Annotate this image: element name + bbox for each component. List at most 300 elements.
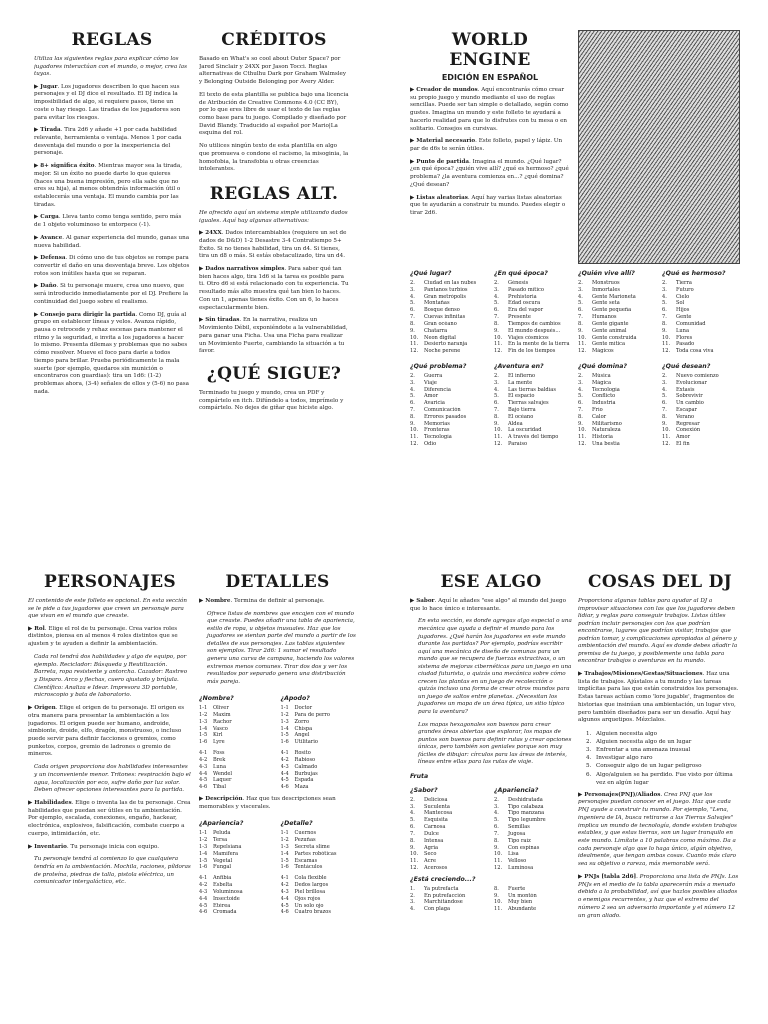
row-number: 1-3	[280, 718, 289, 725]
table-row	[199, 889, 275, 896]
row-value: Acre	[424, 858, 436, 865]
row-number: 4-5	[199, 777, 208, 784]
row-value: Pasado	[676, 341, 695, 348]
row-number: 9.	[410, 844, 415, 851]
trabajos-text: . Haz una lista de trabajos. Ajústalos a tu mundo y las tareas implícitas para las que están construidos los personajes. Estas tareas actúan como 'lore jugable', fragmentos de historias que insinúan una ambientación, un lugar vivo, pero también diseñados para ser un desafío. Aquí hay algunos arquetipos. Mézclalos.	[578, 670, 739, 724]
row-value: Errores pasados	[424, 413, 467, 420]
detalles-intro: Ofrece listas de nombres que encajen con el mundo que creaste. Puedes añadir una tabla de apariencia, estilo de ropa, u objetos inusuales. Haz que los jugadores se sientan parte del mundo a partir de los detalles de sus personajes. Las tablas siguientes son ejemplos. Tirar 2d6: 1 sumar el resultado genera una curva de campana, haciendo los valores extremos menos comunes. Tirar dos dos y ver los resultados por separado genera una distribución más pareja.	[207, 610, 356, 685]
table-row	[281, 719, 357, 726]
row-number: 2.	[662, 372, 667, 379]
table-row	[494, 341, 572, 348]
row-value: Carnosa	[424, 824, 446, 831]
table-row	[494, 373, 572, 380]
rule-item	[410, 195, 570, 218]
ese-algo-title: ESE ALGO	[440, 572, 542, 592]
rule-text: . Imagina el mundo. ¿Qué lugar? ¿en qué época? ¿quién vive allí? ¿qué es hermoso? ¿qué problema? ¿la aventura comienza en...? ¿qué domina? ¿Qué desean?	[410, 158, 569, 188]
row-value: Un cambio	[676, 400, 704, 407]
row-value: Gente gigante	[592, 320, 629, 327]
row-value: Cromada	[213, 909, 237, 916]
table-row	[281, 844, 357, 851]
row-value: Chispa	[294, 725, 313, 732]
cosas-dj-title: COSAS DEL DJ	[588, 572, 732, 592]
table-row	[410, 906, 488, 913]
row-value: Aldea	[508, 420, 523, 427]
table-row	[199, 830, 275, 837]
row-number: 1-5	[280, 732, 289, 739]
table-row	[410, 300, 488, 307]
row-value: Foss	[213, 750, 225, 757]
table-row	[410, 865, 488, 872]
fruta-table	[410, 783, 488, 872]
rule-text: . Elige o inventa las de tu personaje. Crea habilidades que puedan ser útiles en tu ambientación. Por ejemplo, escalada, conexiones, engaño, hackear, electrónica, explosivos, falsificación, combate cuerpo a cuerpo, intimidación, etc.	[28, 800, 191, 837]
row-value: Un montón	[508, 892, 537, 899]
row-number: 4-5	[280, 902, 289, 909]
table-row	[410, 373, 488, 380]
row-number: 8.	[494, 885, 499, 892]
rule-term: Origen	[34, 705, 56, 712]
row-number: 1-2	[280, 837, 289, 844]
row-number: 5.	[578, 393, 583, 400]
row-value: En la mente de la tierra	[508, 341, 570, 348]
row-number: 3.	[578, 286, 583, 293]
row-number: 1-2	[280, 712, 289, 718]
row-value: Tipo raíz	[508, 837, 531, 844]
table-row	[662, 328, 740, 335]
bullet-marker: ▶	[34, 234, 41, 241]
table-row	[662, 280, 740, 287]
row-number: 1-4	[280, 725, 289, 732]
table-header: ¿Qué desean?	[662, 362, 711, 370]
row-number: 7.	[578, 314, 583, 321]
ese-algo-sabor: ▶ Sabor. Aquí le añades "ese algo" al mundo del juego que lo hace único e interesante.	[410, 598, 567, 612]
row-value: Brek	[213, 756, 226, 763]
rule-item	[34, 127, 190, 158]
row-number: 1-1	[280, 830, 289, 837]
bullet-marker: ▶	[34, 127, 41, 134]
table-row	[410, 341, 488, 348]
row-value: Toda cosa viva	[676, 348, 714, 355]
table-row	[578, 387, 656, 394]
row-number: 2.	[662, 280, 667, 286]
row-value: Cielo	[676, 293, 690, 300]
row-value: Escamas	[294, 857, 318, 864]
row-number: 2.	[494, 280, 499, 286]
rule-text: . Elige el origen de tu personaje. El origen es otra manera para presentar la ambientación a los jugadores. El origen puede ser humano, androide, simbionte, droide, elfo, dragón, monstruoso, o incluso puede servir para definir facciones o gremios, como punketos, corpos, gremio de ladrones o gremio de mineros.	[28, 705, 185, 758]
row-value: Viajes cósmicos	[508, 334, 549, 341]
row-value: Neon digital	[424, 334, 456, 341]
table-row	[199, 739, 275, 746]
row-value: Viaje	[424, 379, 437, 386]
row-value: Gente	[676, 314, 692, 321]
detalles-nombre-text: . Termina de definir al personaje.	[230, 598, 325, 604]
table-row	[662, 373, 740, 380]
row-value: Peluda	[213, 830, 231, 837]
table-row	[410, 804, 488, 811]
row-number: 12.	[494, 348, 503, 355]
row-value: Tecnología	[424, 434, 452, 441]
table-row	[494, 797, 572, 804]
table-row	[578, 294, 656, 301]
row-number: 5.	[410, 393, 415, 400]
row-number: 10.	[494, 899, 503, 906]
rule-item	[410, 87, 570, 133]
list-text: Conseguir algo de un lugar peligroso	[596, 763, 702, 770]
list-item	[586, 730, 742, 738]
row-number: 2.	[410, 280, 415, 286]
row-number: 7.	[494, 830, 499, 837]
table-row	[410, 393, 488, 400]
row-number: 4-1	[199, 750, 208, 757]
row-number: 10.	[410, 334, 419, 341]
row-value: Con espinas	[508, 844, 540, 851]
row-number: 12.	[410, 864, 419, 871]
row-number: 6.	[578, 400, 583, 407]
row-value: Cuevas infinitas	[424, 314, 466, 321]
row-number: 3.	[410, 899, 415, 906]
row-value: Anfibia	[213, 875, 232, 882]
row-number: 10.	[494, 851, 503, 858]
row-number: 5.	[578, 300, 583, 307]
engraving-illustration	[578, 30, 740, 264]
table-row	[494, 851, 572, 858]
row-value: Seco	[424, 851, 437, 858]
table-row	[494, 393, 572, 400]
row-value: Mágicos	[592, 348, 614, 355]
row-number: 4-2	[199, 756, 208, 763]
table-row	[199, 726, 275, 733]
row-value: Pezuñas	[294, 837, 316, 844]
ese-algo-p1: En esta sección, es donde agregas algo especial o una mecánica que ayuda a definir el mundo para los jugadores. ¿Qué harán los jugadores en este mundo durante las partidas? Por ejemplo, podrías escribir aquí una mecánica de diseño de comunas para un mundo que se recupera de fuerzas extractivas, o un sistema de mejoras cibernéticas para un juego en una ciudad futurista, o quizás una mecánica sobre cómo crecen las plantas en un juego de recolección o quizás incluso una forma de crear otros mundos para un juego de saltos entre planetas. ¿Necesitan los jugadores un mapa de un área típica, un sitio típico para la aventura?	[418, 618, 572, 715]
row-number: 6.	[410, 824, 415, 831]
table-row	[494, 810, 572, 817]
reglas-alt-intro: He ofrecido aquí un sistema simple utilizando dados iguales. Aquí hay algunas alternativas:	[199, 210, 348, 224]
row-value: Monstruos	[592, 280, 620, 286]
rule-item	[34, 856, 192, 887]
table-row	[494, 865, 572, 872]
table-row	[410, 280, 488, 287]
row-value: Acerosos	[424, 864, 448, 871]
list-number: 5.	[586, 763, 592, 770]
row-number: 10.	[662, 427, 671, 434]
table-group	[410, 266, 740, 355]
row-number: 9.	[410, 420, 415, 427]
row-value: Gente Marioneta	[592, 293, 636, 300]
cosas-dj-trabajos: ▶ Trabajos/Misiones/Gestas/Situaciones. Haz una lista de trabajos. Ajústalos a tu mundo y las tareas implícitas para las que están construidos los personajes. Estas tareas actúan como 'lore jugable', fragmentos de historias que insinúan una ambientación, un lugar vivo, pero también diseñados para ser un desafío. Aquí hay algunos arquetipos. Mézclalos.	[578, 670, 739, 724]
rule-item	[410, 159, 570, 190]
row-value: El océano	[508, 413, 534, 420]
creditos-p2: El texto de esta plantilla se publica bajo una licencia de Atribución de Creative Commons 4.0 (CC BY), por lo que eres libre de usar el texto de las reglas como base para tu juego. Compilado y diseñado por David Blandy. Traducido al español por Mario|La esquina del rol.	[199, 91, 349, 137]
row-value: A través del tiempo	[508, 434, 559, 441]
row-number: 6.	[494, 400, 499, 407]
row-number: 9.	[578, 420, 583, 427]
row-number: 1-2	[199, 712, 208, 718]
row-value: Partes robóticas	[294, 850, 337, 857]
table-row	[578, 341, 656, 348]
table-row	[281, 739, 357, 746]
table-row	[494, 434, 572, 441]
random-table	[662, 359, 740, 448]
row-number: 2.	[410, 372, 415, 379]
table-header: ¿Detalle?	[280, 820, 313, 828]
bullet-marker: ▶	[199, 266, 206, 273]
table-row	[662, 321, 740, 328]
table-row	[494, 321, 572, 328]
table-row	[494, 387, 572, 394]
table-row	[281, 896, 357, 903]
rule-item	[34, 235, 190, 250]
rule-term: Listas aleatorias	[416, 194, 468, 201]
table-header: ¿Apodo?	[280, 695, 310, 703]
row-number: 11.	[494, 341, 503, 348]
table-row	[281, 875, 357, 882]
table-row	[578, 373, 656, 380]
row-number: 2.	[410, 796, 415, 803]
row-number: 4-4	[280, 895, 289, 902]
table-row	[281, 882, 357, 889]
table-row	[578, 348, 656, 355]
table-row	[662, 387, 740, 394]
row-number: 1-3	[199, 844, 208, 850]
row-value: Era del vapor	[508, 307, 544, 314]
row-value: Inmortales	[592, 286, 620, 293]
row-number: 4.	[662, 386, 667, 393]
rule-text: . Tu personaje inicia con equipo.	[66, 843, 160, 850]
row-number: 9.	[494, 327, 499, 334]
row-number: 5.	[410, 817, 415, 824]
row-value: Esquisita	[424, 817, 448, 824]
table-row	[410, 427, 488, 434]
list-number: 3.	[586, 747, 592, 754]
table-row	[199, 909, 275, 916]
list-number: 1.	[586, 730, 592, 737]
table-row	[410, 348, 488, 355]
row-number: 12.	[662, 441, 671, 448]
row-value: Militarismo	[592, 420, 622, 427]
row-value: Utilitario	[294, 739, 318, 746]
row-value: Gente construida	[592, 334, 637, 341]
world-engine-items	[410, 87, 570, 218]
pnj-term: Personajes(PNJ)/Aliados	[584, 791, 661, 798]
rule-text: Cada origen proporciona dos habilidades interesantes y un inconveniente menor. Tritones: respiración bajo el agua, localización por eco, sufre daño por luz solar. Deben ofrecer opciones interesantes para la partida.	[34, 764, 191, 794]
table-row	[494, 294, 572, 301]
row-number: 2.	[578, 372, 583, 379]
table-row	[494, 300, 572, 307]
table-row	[410, 328, 488, 335]
row-value: La mente	[508, 379, 533, 386]
creciendo-col-2	[494, 886, 572, 913]
row-number: 5.	[662, 300, 667, 307]
bullet-marker: ▶	[34, 214, 41, 221]
cosas-dj-intro: Proporciona algunas tablas para ayudar al DJ a improvisar situaciones con las que los jugadores deben lidiar, y reglas para conseguir trabajos. Listas útiles podrían incluir personajes con los que podrían encontrarse, lugares que podrían visitar, trabajos que podrían tomar, y complicaciones apropiadas al género y ambientación del mundo. Aquí es donde debes añadir la premisa de tu juego, y posiblemente una tabla para encontrar trabajos o aventuras en tu mundo.	[578, 598, 738, 665]
row-number: 4-6	[280, 784, 289, 791]
row-value: Ciudad en las nubes	[424, 280, 477, 286]
row-value: Diferencia	[424, 386, 451, 393]
row-value: Éxtasis	[676, 386, 695, 393]
row-value: Tecnología	[592, 386, 620, 393]
table-row	[494, 348, 572, 355]
row-number: 4-2	[280, 882, 289, 889]
personajes-title: PERSONAJES	[44, 572, 176, 592]
row-value: Dedos largos	[294, 882, 329, 889]
table-row	[662, 393, 740, 400]
row-number: 4-4	[199, 770, 208, 777]
rule-text: . Para saber qué tan bien haces algo, tira 1d6 si la tarea es posible para ti. Otro d6 si está relacionado con tu experiencia. Tu resultado más alto muestra qué tan bien lo haces. Con un 1, apenas tienes éxito. Con un 6, lo haces espectacularmente bien.	[199, 266, 349, 311]
row-number: 4.	[578, 386, 583, 393]
rule-term: Avance	[40, 234, 63, 241]
row-number: 8.	[578, 320, 583, 327]
table-row	[199, 732, 275, 739]
table-row	[494, 838, 572, 845]
pnjs-term: PNJs [tabla 2d6]	[584, 873, 637, 880]
row-value: Humanos	[592, 314, 617, 321]
rule-text: . Aquí encontrarás cómo crear su propio juego y mundo mediante el uso de reglas sencillas. Puede ser tan simple o detallado, según como gustes. Imagina un mundo y este folleto te ayudará a hacerlo realidad para que lo disfrutes con tu mesa o en solitario. Consejos en cursivas.	[410, 87, 569, 132]
row-value: Maza	[294, 784, 309, 791]
table-header: ¿Qué problema?	[410, 362, 467, 370]
table-row	[578, 441, 656, 448]
row-number: 4-4	[199, 895, 208, 902]
row-value: Lisa	[508, 851, 519, 858]
nombre-tables	[199, 691, 356, 791]
world-engine-subtitle: EDICIÓN EN ESPAÑOL	[441, 73, 539, 82]
row-value: Laquer	[213, 777, 232, 784]
row-number: 5.	[662, 393, 667, 400]
table-row	[662, 300, 740, 307]
row-value: Memorias	[424, 420, 450, 427]
table-row	[410, 407, 488, 414]
row-number: 9.	[578, 327, 583, 334]
row-number: 4.	[410, 810, 415, 817]
table-row	[494, 804, 572, 811]
row-value: Zorro	[294, 718, 310, 725]
ese-algo-p2: Los mapas hexagonales son buenos para crear grandes áreas abiertas que explorar, los mapas de puntos son buenos para definir rutas y crear opciones únicas, pero también son geniales porque son muy fáciles de dibujar: círculos para las áreas de interés, líneas entre ellas para las rutas de viaje.	[418, 721, 572, 766]
row-number: 6.	[410, 307, 415, 314]
creditos-p3: No utilices ningún texto de esta plantilla en algo que promueva o condone el racismo, la misoginia, la homofobia, la transfobia u otras creencias intolerantes.	[199, 143, 349, 173]
table-row	[281, 864, 357, 871]
table-row	[281, 889, 357, 896]
row-number: 10.	[410, 851, 419, 858]
ese-algo-section	[410, 572, 572, 1024]
table-row	[410, 893, 488, 900]
row-value: Etérea	[213, 902, 231, 909]
row-number: 6.	[578, 307, 583, 314]
list-item	[586, 746, 742, 754]
row-number: 12.	[494, 441, 503, 448]
row-number: 4-2	[199, 882, 208, 889]
world-engine-tables	[410, 266, 740, 452]
personajes-items	[28, 626, 192, 888]
row-value: Luna	[213, 763, 226, 770]
row-number: 4-6	[199, 909, 208, 916]
bullet-marker: ▶	[28, 705, 35, 712]
row-value: Mamífera	[213, 850, 239, 857]
row-value: Marchitándose	[424, 899, 463, 906]
row-value: Calor	[592, 413, 607, 420]
row-value: Abundante	[508, 906, 537, 913]
table-row	[578, 393, 656, 400]
row-number: 1-5	[199, 732, 208, 739]
row-number: 1-5	[199, 857, 208, 864]
table-row	[199, 712, 275, 719]
rule-text: . En la narrativa, realiza un Movimiento Débil, exponiéndote a la vulnerabilidad, para ganar una Ficha. Usa una Ficha para realizar un Movimiento Fuerte, cambiando la situación a tu favor.	[199, 317, 348, 355]
rule-item	[34, 163, 190, 209]
rule-text: Tu personaje tendrá al comienzo lo que cualquiera tendría en la ambientación. Mochila, raciones, píldoras de proteína, piedras de talla, pistola eléctrica, un comunicador intergaláctico, etc.	[34, 856, 191, 886]
table-row	[281, 909, 357, 916]
row-value: Cuernos	[294, 830, 317, 837]
table-row	[578, 280, 656, 287]
list-item	[586, 738, 742, 746]
row-number: 11.	[662, 434, 671, 441]
table-row	[281, 771, 357, 778]
rule-item	[34, 214, 190, 229]
rule-term: Material necesario	[416, 138, 476, 145]
table-row	[578, 300, 656, 307]
row-value: Burbujas	[294, 770, 318, 777]
row-value: Fin de los tiempos	[508, 348, 556, 355]
rule-item	[199, 317, 349, 356]
row-value: Dulce	[424, 830, 439, 837]
table-row	[578, 434, 656, 441]
row-number: 4.	[578, 293, 583, 300]
row-value: Tersa	[213, 837, 228, 844]
table-row	[199, 875, 275, 882]
world-engine-section	[410, 30, 740, 550]
row-number: 7.	[494, 407, 499, 413]
row-value: Rabioso	[294, 756, 316, 763]
rule-item	[34, 84, 190, 123]
row-value: Sol	[676, 300, 685, 307]
row-number: 1-4	[199, 850, 208, 857]
row-value: Esbelta	[213, 882, 233, 889]
row-value: El infierno	[508, 372, 536, 379]
row-value: La oscuridad	[508, 427, 542, 434]
row-number: 4-3	[199, 888, 208, 895]
table-row	[199, 882, 275, 889]
rule-text: . Si tu personaje muere, crea uno nuevo, que será introducido inmediatamente por el DJ. Prefiere la continuidad del juego sobre el realismo.	[34, 283, 189, 305]
row-number: 6.	[662, 307, 667, 314]
row-value: Montañas	[424, 300, 450, 307]
table-row	[494, 407, 572, 414]
list-text: Algo/alguien se ha perdido. Fue visto por última vez en algún lugar	[596, 771, 733, 786]
row-value: Tipo manzana	[508, 810, 545, 817]
creditos-title: CRÉDITOS	[221, 30, 327, 50]
row-value: Semillas	[508, 824, 530, 831]
table-row	[494, 287, 572, 294]
table-row	[662, 341, 740, 348]
row-number: 4-1	[280, 750, 289, 757]
row-value: Gente animal	[592, 327, 627, 334]
dice-table	[199, 816, 275, 916]
table-row	[494, 314, 572, 321]
table-row	[578, 335, 656, 342]
rule-item	[28, 626, 192, 649]
table-row	[199, 750, 275, 757]
row-number: 11.	[662, 341, 671, 348]
table-row	[410, 797, 488, 804]
row-number: 1-1	[280, 705, 289, 712]
table-row	[662, 314, 740, 321]
row-value: Industria	[592, 400, 616, 407]
pnj-text: . Crea PNJ que los personajes puedan conocer en el juego. Haz que cada PNJ ayude a construir tu mundo. Por ejemplo, "Lena, ingeniera de IA, busca retirarse a las Tierras Salvajes" implica un mundo de tecnología, donde existen trabajos estables, y que estas tierras, son un lugar tranquilo en este mundo. Limítate a 10 palabras como máximo. Da a cada personaje algo que lo haga único, algún objetivo, idealmente, que tengan ambas cosas. Cuanto más claro sea su objetivo o rareza, más memorable será.	[578, 791, 737, 868]
row-value: Ojos rojos	[294, 895, 321, 902]
table-row	[662, 348, 740, 355]
table-row	[662, 400, 740, 407]
row-number: 1-1	[199, 705, 208, 712]
list-item	[586, 762, 742, 770]
table-row	[494, 858, 572, 865]
random-table	[410, 266, 488, 355]
row-value: Tibal	[213, 784, 226, 791]
row-value: Deshidratada	[508, 796, 543, 803]
